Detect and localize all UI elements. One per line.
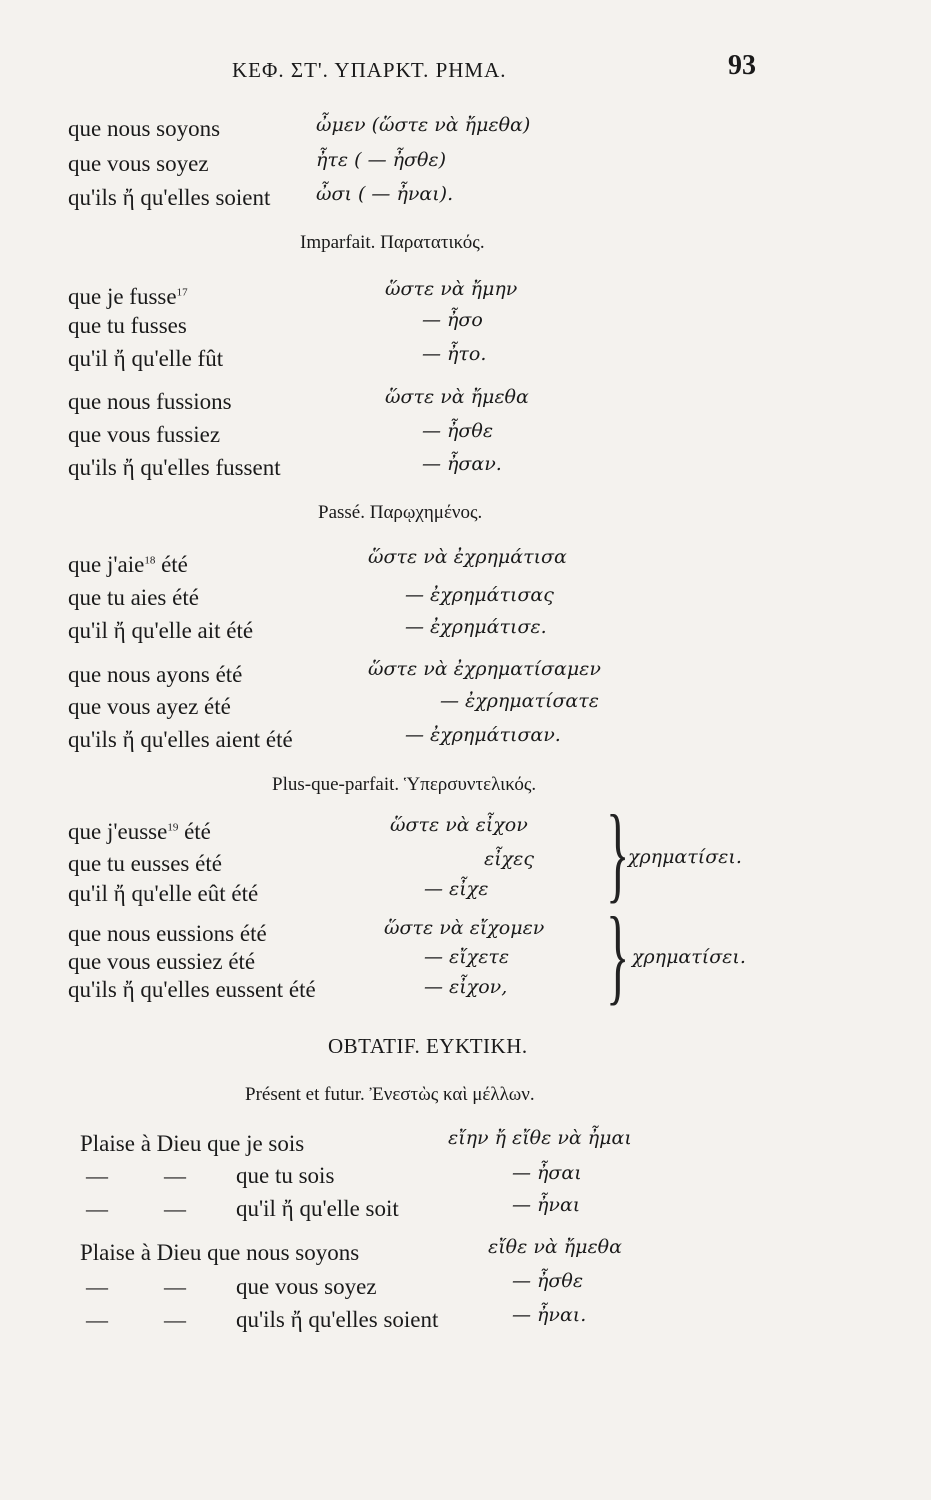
french-line: que vous fussiez bbox=[68, 422, 221, 447]
french-line: Plaise à Dieu que je sois bbox=[80, 1131, 305, 1156]
greek-line: — ἦναι. bbox=[512, 1304, 587, 1326]
greek-line: ὥστε νὰ εἶχον bbox=[390, 814, 528, 836]
ditto-dash: — bbox=[86, 1307, 108, 1332]
brace-word: χρηματίσει. bbox=[632, 946, 746, 968]
greek-line: — ἦσθε bbox=[512, 1270, 584, 1292]
footnote-marker: 19 bbox=[167, 821, 179, 834]
greek-line: — εἶχε bbox=[424, 878, 489, 900]
french-line: qu'ils ἤ qu'elles aient été bbox=[68, 727, 293, 752]
french-line: que vous eussiez été bbox=[68, 949, 256, 974]
greek-line: ὥστε νὰ ἤμεθα bbox=[385, 386, 529, 408]
french-line: que tu sois bbox=[236, 1163, 335, 1188]
greek-line: — ἦσθε bbox=[422, 420, 494, 442]
greek-line: ὥστε νὰ ἐχρημάτισα bbox=[368, 546, 567, 568]
right-brace: } bbox=[606, 896, 630, 1015]
french-line: que j'eusse$^{19}$ été bbox=[68, 819, 211, 844]
greek-line: — ἐχρημάτισαν. bbox=[405, 724, 561, 746]
french-line: Plaise à Dieu que nous soyons bbox=[80, 1240, 360, 1265]
brace-word: χρηματίσει. bbox=[628, 846, 742, 868]
greek-line: — ἐχρημάτισε. bbox=[405, 616, 547, 638]
french-line: que tu eusses été bbox=[68, 851, 222, 876]
greek-line: εἴθε νὰ ἤμεθα bbox=[488, 1236, 622, 1258]
french-line: que nous eussions été bbox=[68, 921, 267, 946]
section-heading: Passé. Παρῳχημένος. bbox=[318, 502, 483, 523]
ditto-dash: — bbox=[164, 1274, 186, 1299]
greek-line: ὦσι ( — ἦναι). bbox=[316, 183, 454, 205]
french-line: qu'ils ἤ qu'elles soient bbox=[68, 185, 271, 210]
greek-line: — ἦσο bbox=[422, 309, 483, 331]
ditto-dash: — bbox=[164, 1196, 186, 1221]
ditto-dash: — bbox=[86, 1196, 108, 1221]
greek-line: ἦτε ( — ἦσθε) bbox=[316, 149, 447, 171]
french-line: qu'ils ἤ qu'elles eussent été bbox=[68, 977, 316, 1002]
section-heading: Présent et futur. Ἐνεστὼς καὶ μέλλων. bbox=[245, 1084, 535, 1105]
greek-line: — εἶχον, bbox=[424, 976, 508, 998]
french-line: qu'il ἤ qu'elle ait été bbox=[68, 618, 254, 643]
french-line: que vous ayez été bbox=[68, 694, 231, 719]
ditto-dash: — bbox=[164, 1163, 186, 1188]
french-line: que tu fusses bbox=[68, 313, 187, 338]
footnote-marker: 17 bbox=[176, 286, 188, 299]
greek-line: ὥστε νὰ εἴχομεν bbox=[384, 917, 545, 939]
footnote-marker: 18 bbox=[144, 554, 156, 567]
french-line: que tu aies été bbox=[68, 585, 199, 610]
mood-heading: OBTATIF. ΕΥΚΤΙΚΗ. bbox=[328, 1034, 528, 1058]
greek-line: ὥστε νὰ ἤμην bbox=[385, 278, 518, 300]
french-line: que vous soyez bbox=[236, 1274, 377, 1299]
greek-line: ὥστε νὰ ἐχρηματίσαμεν bbox=[368, 658, 601, 680]
greek-line: — ἐχρηματίσατε bbox=[440, 690, 599, 712]
french-line: qu'il ἤ qu'elle soit bbox=[236, 1196, 399, 1221]
french-line: que je fusse$^{17}$ bbox=[68, 284, 188, 309]
french-line: que vous soyez bbox=[68, 151, 209, 176]
french-line: qu'ils ἤ qu'elles soient bbox=[236, 1307, 439, 1332]
greek-line: — ἦσαν. bbox=[422, 453, 502, 475]
french-line: que j'aie$^{18}$ été bbox=[68, 552, 188, 577]
ditto-dash: — bbox=[164, 1307, 186, 1332]
french-line: que nous fussions bbox=[68, 389, 232, 414]
section-heading: Imparfait. Παρατατικός. bbox=[300, 232, 485, 253]
right-brace: } bbox=[606, 794, 630, 913]
greek-line: — ἦναι bbox=[512, 1194, 581, 1216]
french-line: qu'ils ἤ qu'elles fussent bbox=[68, 455, 281, 480]
greek-line: εἶχες bbox=[484, 848, 534, 870]
greek-line: — ἦτο. bbox=[422, 343, 487, 365]
greek-line: — ἦσαι bbox=[512, 1162, 582, 1184]
french-line: que nous soyons bbox=[68, 116, 221, 141]
greek-line: εἴην ἤ εἴθε νὰ ἦμαι bbox=[448, 1127, 632, 1149]
greek-line: — ἐχρημάτισας bbox=[405, 584, 554, 606]
french-line: que nous ayons été bbox=[68, 662, 243, 687]
page-number: 93 bbox=[728, 50, 756, 81]
greek-line: — εἴχετε bbox=[424, 946, 510, 968]
greek-line: ὦμεν (ὥστε νὰ ἤμεθα) bbox=[316, 114, 531, 136]
running-header: ΚΕΦ. ΣΤ'. ΥΠΑΡΚΤ. ΡΗΜΑ. bbox=[232, 58, 507, 82]
french-line: qu'il ἤ qu'elle eût été bbox=[68, 881, 259, 906]
section-heading: Plus-que-parfait. Ὑπερσυντελικός. bbox=[272, 774, 537, 795]
french-line: qu'il ἤ qu'elle fût bbox=[68, 346, 224, 371]
ditto-dash: — bbox=[86, 1163, 108, 1188]
ditto-dash: — bbox=[86, 1274, 108, 1299]
